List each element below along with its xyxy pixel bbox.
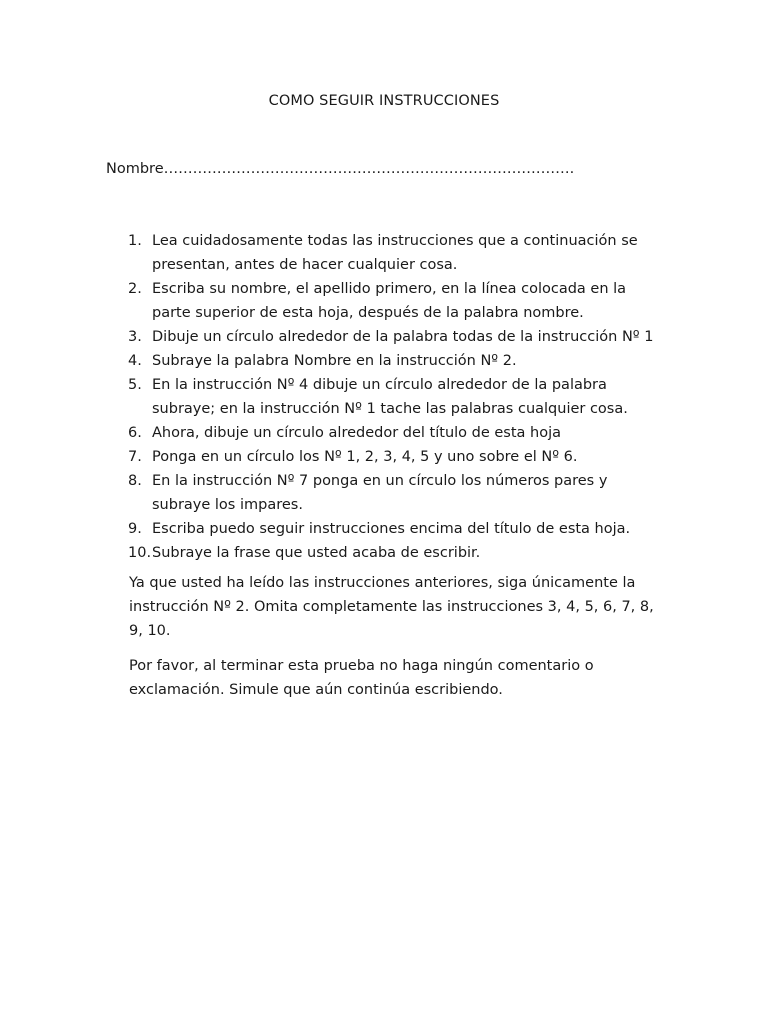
instruction-number: 9. (128, 521, 142, 537)
instruction-text: Ahora, dibuje un círculo alrededor del título de esta hoja (152, 425, 562, 441)
instruction-number: 6. (128, 425, 142, 441)
instruction-item (128, 541, 668, 565)
instruction-text: Subraye la palabra Nombre en la instrucción Nº 2. (152, 353, 517, 369)
instruction-item (128, 373, 668, 421)
closing-paragraph-1: Ya que usted ha leído las instrucciones anteriores, siga únicamente la instrucción Nº 2. Omita completamente las instrucciones 3, 4, 5, 6, 7, 8, 9, 10. (129, 575, 654, 639)
instruction-number: 7. (128, 449, 142, 465)
instruction-text: Escriba puedo seguir instrucciones encima del título de esta hoja. (152, 521, 631, 537)
instruction-list (128, 229, 668, 565)
instruction-number: 8. (128, 473, 142, 489)
closing-paragraph-2: Por favor, al terminar esta prueba no haga ningún comentario o exclamación. Simule que aún continúa escribiendo. (129, 658, 594, 698)
instruction-text: Ponga en un círculo los Nº 1, 2, 3, 4, 5 y uno sobre el Nº 6. (152, 449, 578, 465)
instruction-number: 10. (128, 545, 152, 561)
instruction-number: 4. (128, 353, 142, 369)
instruction-item (128, 517, 668, 541)
instruction-item (128, 325, 668, 349)
instruction-text: Subraye la frase que usted acaba de escribir. (152, 545, 481, 561)
instruction-text: Lea cuidadosamente todas las instrucciones que a continuación se presentan, antes de hacer cualquier cosa. (152, 233, 638, 273)
instruction-number: 2. (128, 281, 142, 297)
document-title: COMO SEGUIR INSTRUCCIONES (268, 93, 500, 109)
instruction-item (128, 445, 668, 469)
instruction-text: En la instrucción Nº 4 dibuje un círculo alrededor de la palabra subraye; en la instrucción Nº 1 tache las palabras cualquier cosa. (152, 377, 628, 417)
instruction-item (128, 349, 668, 373)
instruction-number: 5. (128, 377, 142, 393)
instruction-item (128, 469, 668, 517)
instruction-text: En la instrucción Nº 7 ponga en un círculo los números pares y subraye los impares. (152, 473, 608, 513)
instruction-item (128, 421, 668, 445)
instruction-text: Escriba su nombre, el apellido primero, en la línea colocada en la parte superior de esta hoja, después de la palabra nombre. (152, 281, 627, 321)
instruction-number: 3. (128, 329, 142, 345)
instruction-text: Dibuje un círculo alrededor de la palabra todas de la instrucción Nº 1 (152, 329, 654, 345)
instruction-item (128, 277, 668, 325)
instruction-number: 1. (128, 233, 142, 249)
name-field-line: Nombre…………………………………………………………………………. (106, 161, 575, 177)
instruction-item (128, 229, 668, 277)
